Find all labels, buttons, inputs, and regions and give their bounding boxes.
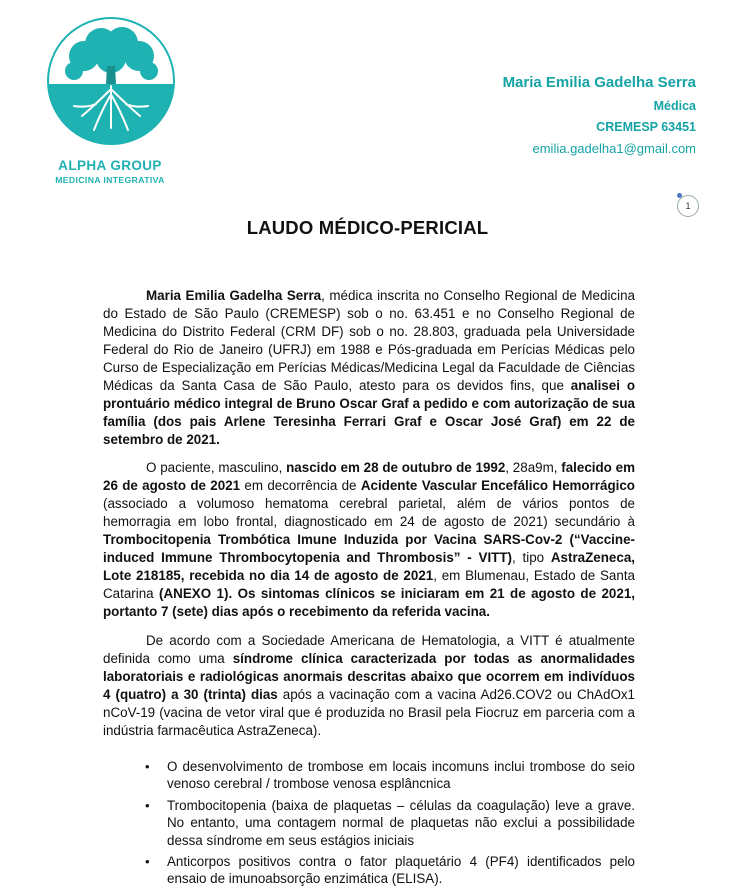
alpha-group-tree-logo: [46, 16, 176, 156]
document-title: LAUDO MÉDICO-PERICIAL: [246, 217, 489, 238]
p2-symptoms: (ANEXO 1). Os sintomas clínicos se iniciaram em 21 de agosto de 2021, portanto 7 (sete) dias após o recebimento da referida vacina.: [103, 586, 635, 619]
p2-text-4: (associado a volumoso hematoma cerebral parietal, além de vários pontos de hemorragia em lobo frontal, diagnosticado em 24 de agosto de 2021) secundário à: [103, 496, 635, 529]
p2-text-6: , em Blumenau, Estado de Santa Catarina: [103, 568, 635, 601]
paragraph-vitt-definition: [103, 632, 635, 740]
page-number-badge[interactable]: 1: [677, 195, 699, 217]
p2-text-2: , 28a9m,: [505, 460, 562, 475]
p2-text-3: em decorrência de: [240, 478, 361, 493]
logo-brand-subtitle: MEDICINA INTEGRATIVA: [55, 175, 165, 185]
doctor-email: emilia.gadelha1@gmail.com: [532, 141, 696, 156]
p3-text-2: após a vacinação com a vacina Ad26.COV2 ou ChAdOx1 nCoV-19 (vacina de vetor viral que é produzida no Brasil pela Fiocruz em parceria com a indústria farmacêutica AstraZeneca).: [103, 687, 635, 738]
p1-statement: analisei o prontuário médico integral de Bruno Oscar Graf a pedido e com autorização de sua família (dos pais Arlene Teresinha Ferrari Graf e Oscar José Graf) em 22 de setembro de 2021.: [103, 378, 635, 447]
p2-birth: nascido em 28 de outubro de 1992: [286, 460, 506, 475]
paragraph-patient-case: [103, 459, 635, 621]
p1-doctor-name: Maria Emilia Gadelha Serra: [146, 288, 322, 303]
list-item: • Trombocitopenia (baixa de plaquetas – células da coagulação) leve a grave. No entanto, uma contagem normal de plaquetas não exclui a possibilidade dessa síndrome em seus estágios iniciais: [167, 797, 635, 849]
criteria-list: [103, 758, 635, 892]
list-item: • O desenvolvimento de trombose em locais incomuns inclui trombose do seio venoso cerebral / trombose venosa esplâncnica: [167, 758, 635, 793]
p2-vitt: Trombocitopenia Trombótica Imune Induzida por Vacina SARS-Cov-2 (“Vaccine-induced Immune Thrombocytopenia and Thrombosis” - VITT): [103, 532, 635, 565]
doctor-registration: CREMESP 63451: [596, 120, 696, 134]
p2-death: falecido em 26 de agosto de 2021: [103, 460, 635, 493]
p2-vaccine-lot: AstraZeneca, Lote 218185, recebida no dia 14 de agosto de 2021: [103, 550, 635, 583]
p3-syndrome: síndrome clínica caracterizada por todas as anormalidades laboratoriais e radiológicas anormais descritas abaixo que ocorrem em indivíduos 4 (quatro) a 30 (trinta) dias: [103, 651, 635, 702]
list-item: • Anticorpos positivos contra o fator plaquetário 4 (PF4) identificados pelo ensaio de imunoabsorção enzimática (ELISA).: [167, 853, 635, 888]
p3-text-1: De acordo com a Sociedade Americana de Hematologia, a VITT é atualmente definida como uma: [103, 633, 635, 666]
p2-text-5: , tipo: [512, 550, 551, 565]
logo-brand-name: ALPHA GROUP: [58, 158, 162, 173]
doctor-name: Maria Emilia Gadelha Serra: [502, 74, 696, 91]
p1-text: , médica inscrita no Conselho Regional de Medicina do Estado de São Paulo (CREMESP) sob o no. 63.451 e no Conselho Regional de Medicina do Distrito Federal (CRM DF) sob o no. 28.803, graduada pela Universidade Federal do Rio de Janeiro (UFRJ) em 1988 e Pós-graduada em Perícias Médicas pelo Curso de Especialização em Perícias Médicas/Medicina Legal da Faculdade de Ciências Médicas da Santa Casa de São Paulo, atesto para os devidos fins, que: [103, 288, 635, 393]
p2-text-1: O paciente, masculino,: [146, 460, 287, 475]
doctor-role: Médica: [653, 99, 696, 113]
paragraph-credentials: [103, 287, 635, 449]
p2-diagnosis: Acidente Vascular Encefálico Hemorrágico: [360, 478, 635, 493]
